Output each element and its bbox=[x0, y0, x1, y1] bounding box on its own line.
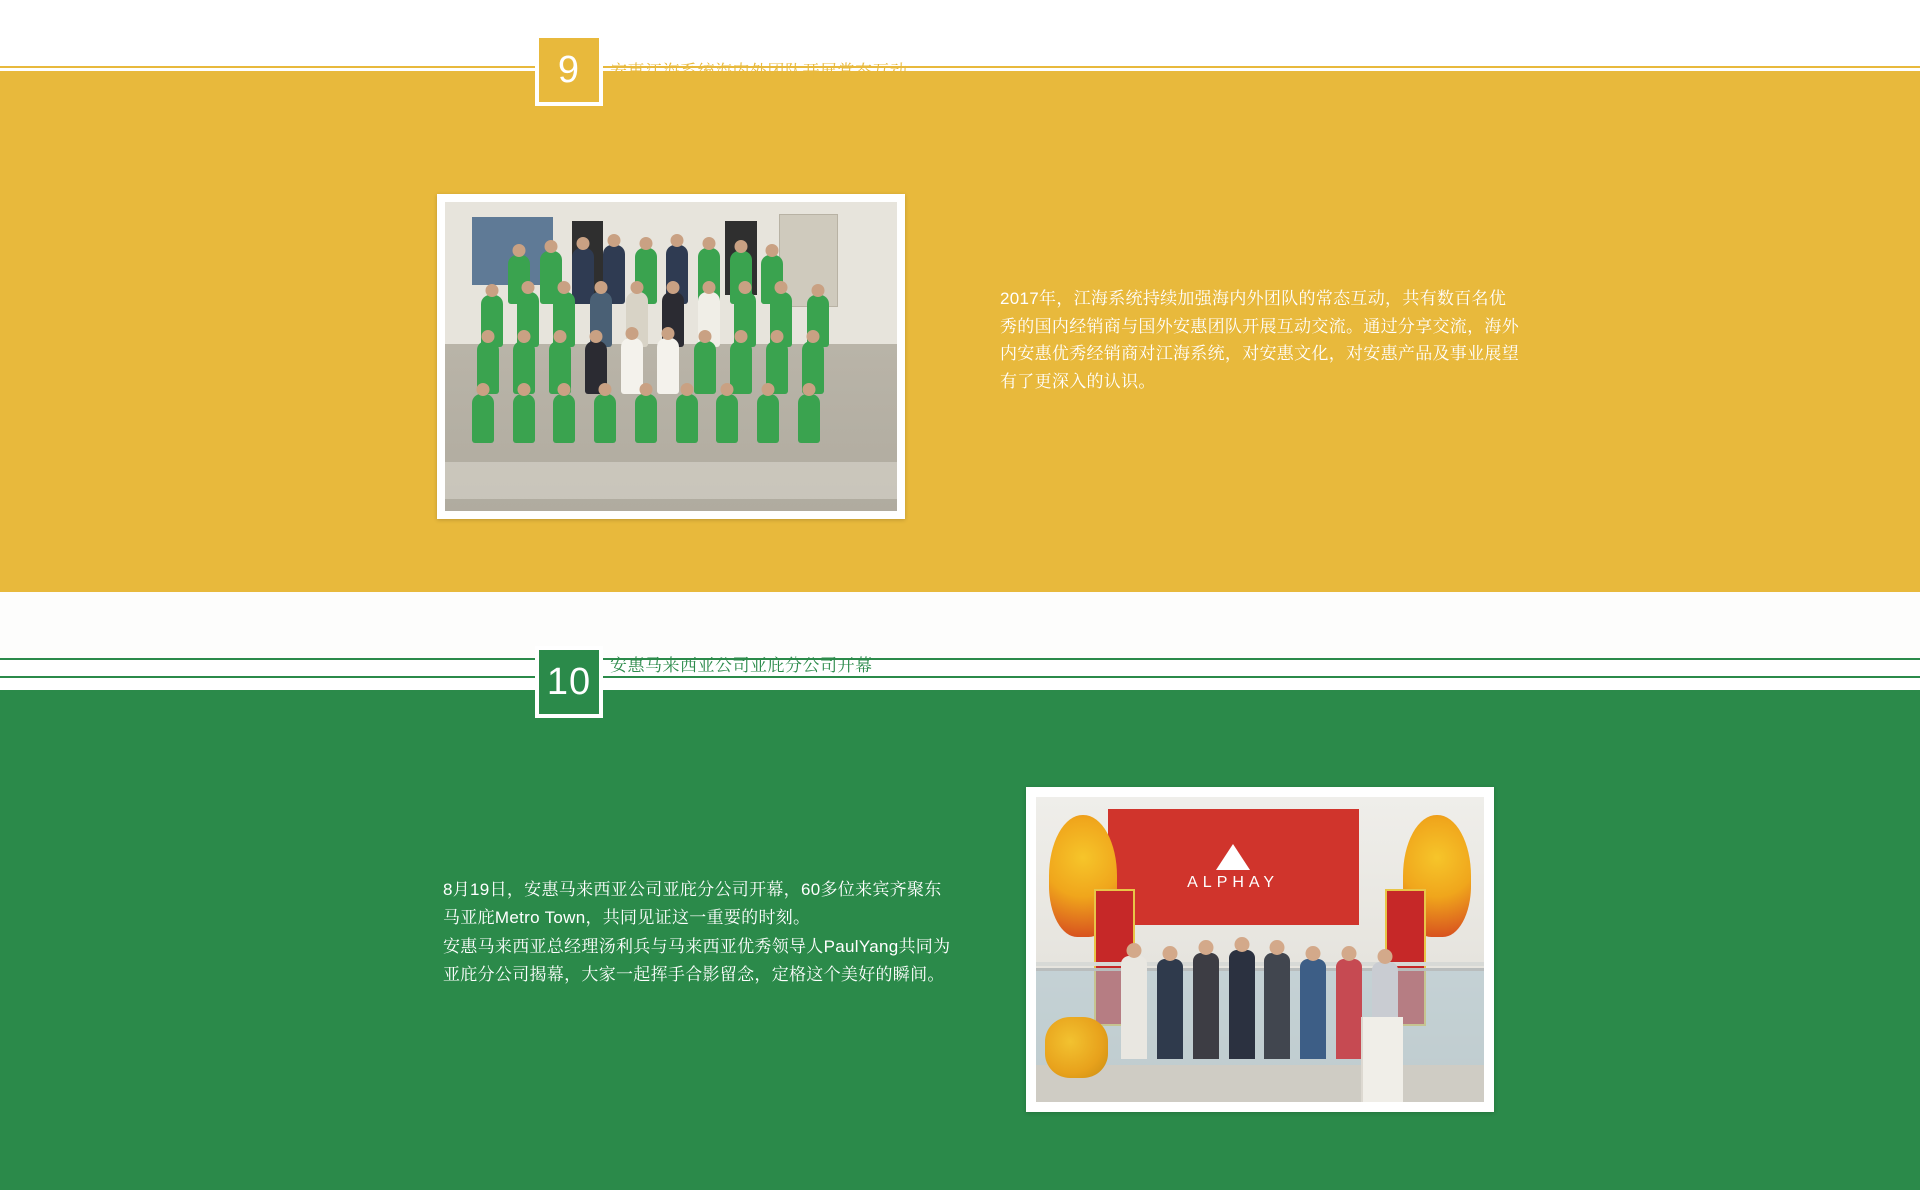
photo-person-head bbox=[739, 281, 752, 294]
photo-person bbox=[553, 394, 575, 443]
photo-person-head bbox=[1162, 946, 1177, 961]
photo-person-head bbox=[517, 383, 530, 396]
photo-person-head bbox=[807, 330, 820, 343]
photo-person-head bbox=[1234, 937, 1249, 952]
photo-person-head bbox=[599, 383, 612, 396]
photo-person-head bbox=[802, 383, 815, 396]
opening-ceremony-photo bbox=[1026, 787, 1494, 1112]
photo-person-head bbox=[513, 244, 526, 257]
section-panel-green bbox=[0, 690, 1920, 1190]
section-title-10: 安惠马来西亚公司亚庇分公司开幕 bbox=[610, 656, 873, 675]
section-10-body-text bbox=[443, 876, 953, 988]
section-number-badge-9 bbox=[535, 34, 603, 106]
photo-person bbox=[1336, 959, 1362, 1060]
section-rule-top-yellow bbox=[0, 66, 1920, 68]
photo-person-head bbox=[590, 330, 603, 343]
photo-person-head bbox=[558, 281, 571, 294]
photo-person-head bbox=[680, 383, 693, 396]
photo-person-head bbox=[481, 330, 494, 343]
photo-person bbox=[1121, 956, 1147, 1060]
photo-front-row-legs bbox=[445, 462, 897, 499]
photo-person-head bbox=[553, 330, 566, 343]
section-9-body-text: 2017年，江海系统持续加强海内外团队的常态互动，共有数百名优秀的国内经销商与国外安惠团队开展互动交流。通过分享交流，海外内安惠优秀经销商对江海系统，对安惠文化，对安惠产品及事业展望有了更深入的认识。 bbox=[1000, 289, 1519, 391]
photo-person-head bbox=[1270, 940, 1285, 955]
photo-flower-basket bbox=[1045, 1017, 1108, 1078]
photo-person-head bbox=[517, 330, 530, 343]
brand-logo-text: ALPHAY bbox=[1187, 874, 1280, 892]
photo-person-head bbox=[639, 237, 652, 250]
section-title-9: 安惠江海系统海内外团队开展常态互动 bbox=[610, 62, 908, 81]
photo-person bbox=[513, 394, 535, 443]
photo-person-head bbox=[1306, 946, 1321, 961]
alphay-logo-icon bbox=[1216, 844, 1250, 870]
photo-person-head bbox=[734, 330, 747, 343]
group-photo-staff-image bbox=[445, 202, 897, 511]
section-rule-top-green-thin bbox=[0, 676, 1920, 678]
group-photo-staff bbox=[437, 194, 905, 519]
photo-person-head bbox=[766, 244, 779, 257]
section-rule-top-green bbox=[0, 658, 1920, 660]
photo-person-head bbox=[608, 234, 621, 247]
photo-person-head bbox=[1378, 949, 1393, 964]
photo-person-head bbox=[811, 284, 824, 297]
photo-person-head bbox=[761, 383, 774, 396]
photo-person-head bbox=[721, 383, 734, 396]
photo-person bbox=[694, 341, 716, 394]
section-10-paragraph-2: 安惠马来西亚总经理汤利兵与马来西亚优秀领导人PaulYang共同为亚庇分公司揭幕，大家一起挥手合影留念，定格这个美好的瞬间。 bbox=[443, 937, 951, 984]
photo-person bbox=[472, 394, 494, 443]
photo-person-head bbox=[671, 234, 684, 247]
photo-person bbox=[1157, 959, 1183, 1060]
photo-person-head bbox=[662, 327, 675, 340]
photo-person-head bbox=[594, 281, 607, 294]
photo-person bbox=[1300, 959, 1326, 1060]
photo-person-head bbox=[775, 281, 788, 294]
photo-person-head bbox=[703, 237, 716, 250]
photo-person-head bbox=[477, 383, 490, 396]
photo-person-head bbox=[522, 281, 535, 294]
section-10-paragraph-1: 8月19日，安惠马来西亚公司亚庇分公司开幕，60多位来宾齐聚东马亚庇Metro Town，共同见证这一重要的时刻。 bbox=[443, 880, 942, 927]
photo-person-head bbox=[486, 284, 499, 297]
photo-person-head bbox=[626, 327, 639, 340]
photo-person-head bbox=[666, 281, 679, 294]
photo-person bbox=[757, 394, 779, 443]
photo-person-head bbox=[558, 383, 571, 396]
photo-person bbox=[1193, 953, 1219, 1060]
section-number-text: 10 bbox=[546, 660, 592, 703]
photo-person-head bbox=[1198, 940, 1213, 955]
section-number-badge-10 bbox=[535, 646, 603, 718]
photo-person bbox=[657, 338, 679, 394]
photo-person-head bbox=[1342, 946, 1357, 961]
photo-person-head bbox=[630, 281, 643, 294]
photo-person-head bbox=[1127, 943, 1142, 958]
photo-railing bbox=[1036, 962, 1484, 966]
section-number-text: 9 bbox=[557, 48, 581, 91]
photo-brand-wall bbox=[1108, 809, 1359, 925]
photo-person bbox=[716, 394, 738, 443]
photo-person bbox=[798, 394, 820, 443]
photo-person bbox=[1229, 950, 1255, 1060]
opening-ceremony-image bbox=[1036, 797, 1484, 1102]
photo-person bbox=[635, 394, 657, 443]
photo-ground bbox=[1036, 1065, 1484, 1102]
photo-person-head bbox=[544, 240, 557, 253]
photo-person-head bbox=[734, 240, 747, 253]
photo-person-head bbox=[639, 383, 652, 396]
photo-person-head bbox=[576, 237, 589, 250]
photo-person-head bbox=[703, 281, 716, 294]
photo-person bbox=[1264, 953, 1290, 1060]
photo-person-head bbox=[770, 330, 783, 343]
section-gap-white bbox=[0, 592, 1920, 658]
section-panel-yellow bbox=[0, 72, 1920, 592]
photo-person bbox=[676, 394, 698, 443]
photo-person bbox=[594, 394, 616, 443]
photo-person-head bbox=[698, 330, 711, 343]
photo-pillar bbox=[1361, 1017, 1403, 1102]
